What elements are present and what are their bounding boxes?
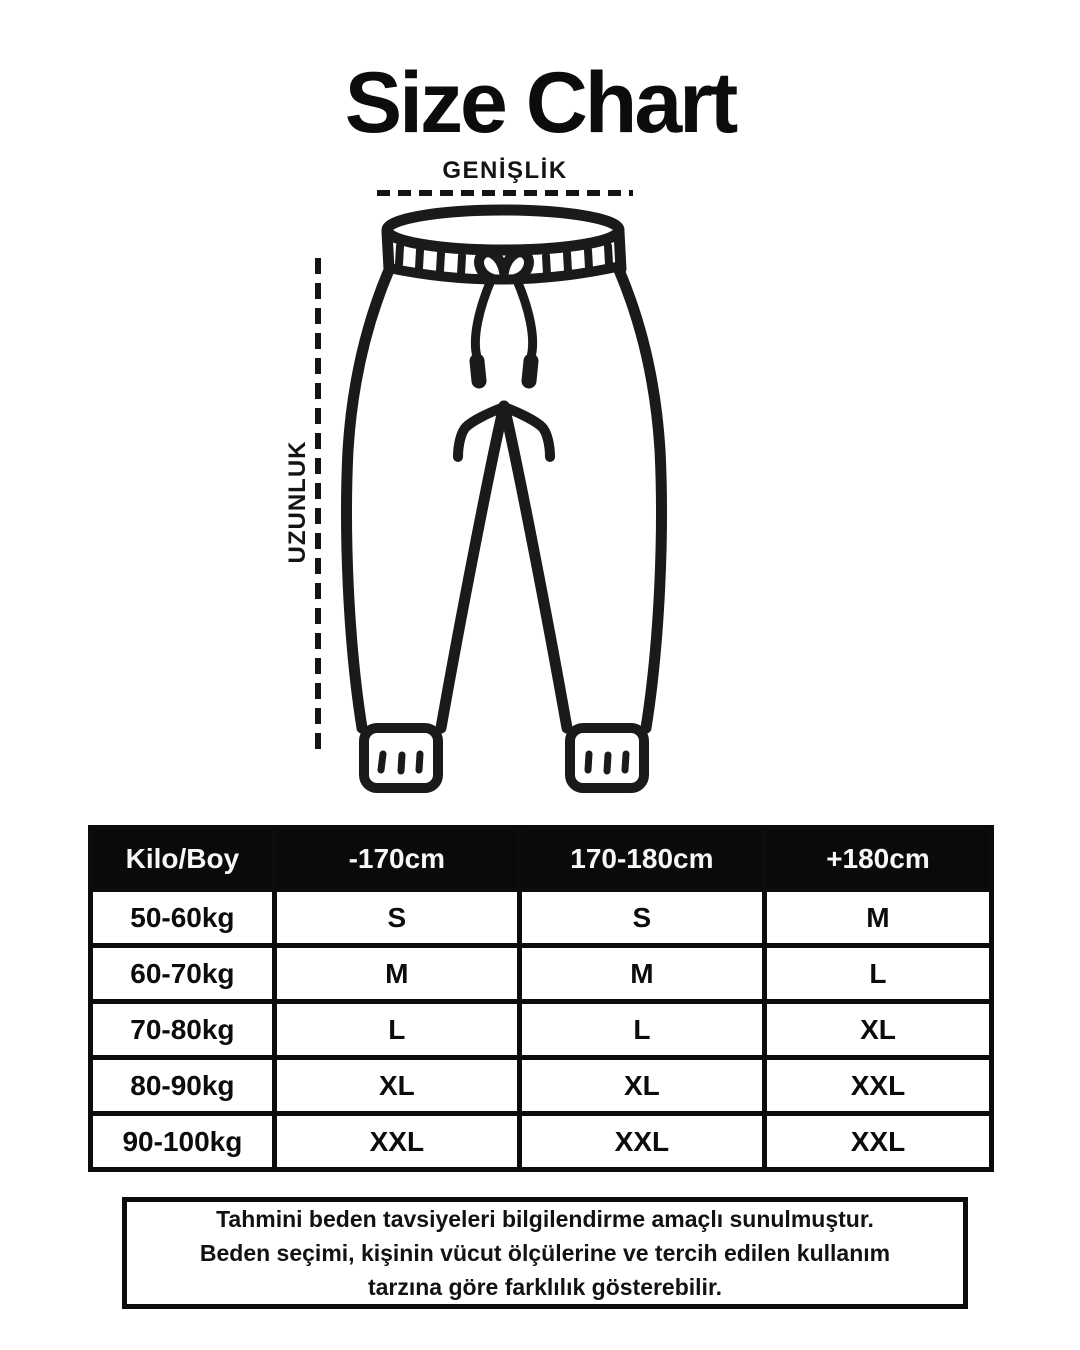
size-table-row	[91, 890, 992, 946]
left-outline	[347, 270, 389, 728]
size-table-row	[91, 1114, 992, 1170]
disclaimer-line: tarzına göre farklılık gösterebilir.	[367, 1274, 723, 1300]
width-label: GENİŞLİK	[442, 157, 568, 184]
right-outline	[619, 270, 661, 728]
page-title: Size Chart	[344, 55, 736, 151]
size-cell: XXL	[274, 1114, 519, 1170]
header-cell-under-170cm: -170cm	[274, 828, 519, 890]
size-cell: L	[274, 1002, 519, 1058]
length-label: UZUNLUK	[284, 440, 311, 564]
header-cell-170-180cm: 170-180cm	[519, 828, 764, 890]
right-inner-seam	[504, 406, 567, 728]
weight-range-cell: 90-100kg	[91, 1114, 275, 1170]
size-cell: XL	[764, 1002, 991, 1058]
size-cell: XXL	[519, 1114, 764, 1170]
size-table-row	[91, 1002, 992, 1058]
size-cell: XL	[274, 1058, 519, 1114]
size-table-header-row	[91, 828, 992, 890]
size-cell: L	[519, 1002, 764, 1058]
weight-range-cell: 50-60kg	[91, 890, 275, 946]
size-cell: XXL	[764, 1114, 991, 1170]
size-cell: L	[764, 946, 991, 1002]
weight-range-cell: 60-70kg	[91, 946, 275, 1002]
width-measure-line	[377, 190, 633, 196]
header-cell-over-180cm: +180cm	[764, 828, 991, 890]
drawstring-right	[516, 278, 533, 357]
size-table	[88, 825, 994, 1172]
sweatpants-illustration	[320, 200, 690, 810]
weight-range-cell: 70-80kg	[91, 1002, 275, 1058]
size-cell: M	[274, 946, 519, 1002]
drawstring-left	[475, 278, 492, 357]
waistband-rim	[387, 210, 619, 250]
drawstring-knot	[479, 252, 529, 278]
size-cell: S	[519, 890, 764, 946]
disclaimer-line: Tahmini beden tavsiyeleri bilgilendirme amaçlı sunulmuştur.	[216, 1206, 874, 1232]
size-cell: XL	[519, 1058, 764, 1114]
size-cell: M	[519, 946, 764, 1002]
header-cell-kilo-boy: Kilo/Boy	[91, 828, 275, 890]
left-inner-seam	[441, 406, 504, 728]
disclaimer-line: Beden seçimi, kişinin vücut ölçülerine ve tercih edilen kullanım	[199, 1240, 891, 1266]
size-table-row	[91, 1058, 992, 1114]
size-cell: S	[274, 890, 519, 946]
drawstring-aglets	[477, 361, 531, 381]
size-cell: XXL	[764, 1058, 991, 1114]
size-cell: M	[764, 890, 991, 946]
cuff-stitches	[381, 754, 626, 771]
weight-range-cell: 80-90kg	[91, 1058, 275, 1114]
disclaimer-box	[122, 1197, 968, 1309]
size-table-row	[91, 946, 992, 1002]
